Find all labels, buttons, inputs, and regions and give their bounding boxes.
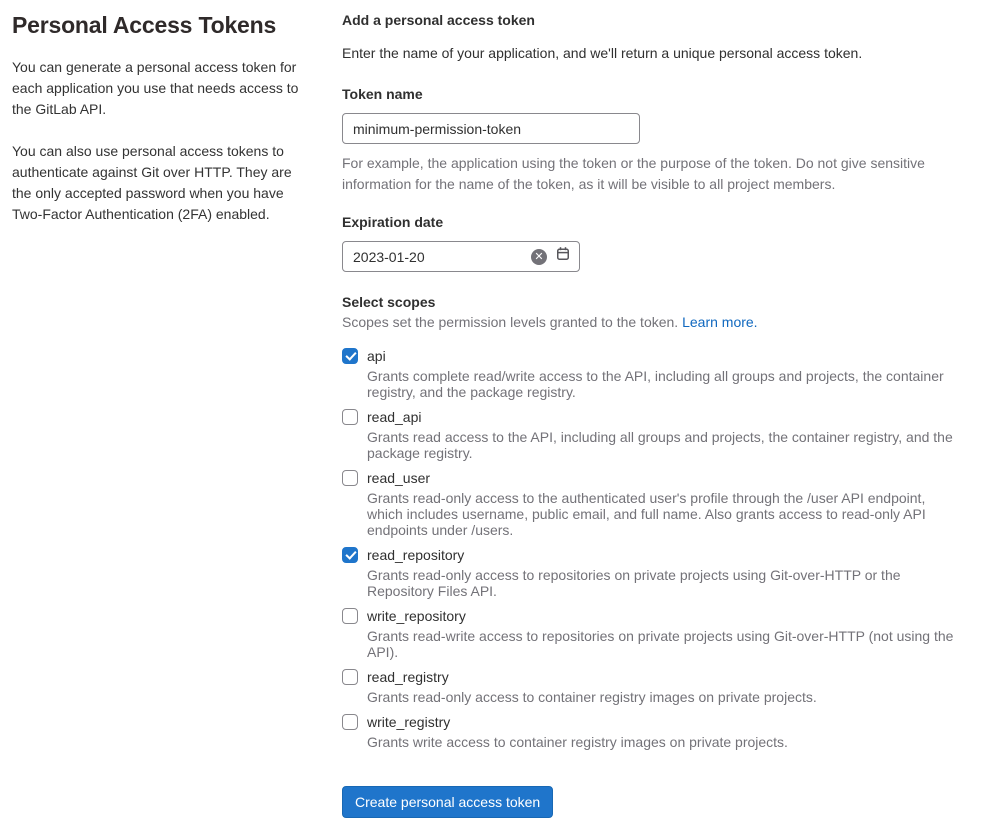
token-name-label: Token name xyxy=(342,86,423,102)
page-title: Personal Access Tokens xyxy=(12,12,277,38)
scope-label[interactable]: write_repository xyxy=(367,608,466,624)
scope-item-read-user xyxy=(342,470,964,538)
scope-checkbox-read-user[interactable] xyxy=(342,470,358,486)
scope-checkbox-read-api[interactable] xyxy=(342,409,358,425)
expiration-date-input[interactable] xyxy=(343,242,531,271)
create-token-button[interactable]: Create personal access token xyxy=(342,786,553,818)
scope-item-read-registry xyxy=(342,669,964,705)
scope-label[interactable]: read_api xyxy=(367,409,422,425)
scope-item-read-api xyxy=(342,409,964,461)
token-name-input[interactable] xyxy=(342,113,640,144)
expiration-date-label: Expiration date xyxy=(342,214,444,230)
expiration-date-field[interactable] xyxy=(342,241,580,272)
scope-description: Grants read-write access to repositories on private projects using Git-over-HTTP (not using the API). xyxy=(367,628,954,660)
description-paragraph-1: You can generate a personal access token for each application you use that needs access to the GitLab API. xyxy=(12,59,299,117)
scope-label[interactable]: read_repository xyxy=(367,547,465,563)
description-paragraph-2: You can also use personal access tokens to authenticate against Git over HTTP. They are the only accepted password when you have Two-Factor Authentication (2FA) enabled. xyxy=(12,143,292,222)
scope-description: Grants read-only access to repositories on private projects using Git-over-HTTP or the Repository Files API. xyxy=(367,567,901,599)
page-description-panel xyxy=(12,12,314,818)
scope-checkbox-read-registry[interactable] xyxy=(342,669,358,685)
scope-description: Grants read-only access to the authenticated user's profile through the /user API endpoint, which includes username, public email, and full name. Also grants access to read-only API endpoints under /users. xyxy=(367,490,926,538)
learn-more-link[interactable]: Learn more. xyxy=(682,314,758,330)
scope-label[interactable]: api xyxy=(367,348,386,364)
scope-item-write-repository xyxy=(342,608,964,660)
scope-description: Grants write access to container registry images on private projects. xyxy=(367,734,788,750)
scope-description: Grants read access to the API, including all groups and projects, the container registry, and the package registry. xyxy=(367,429,953,461)
calendar-icon[interactable] xyxy=(555,246,571,267)
scope-label[interactable]: read_registry xyxy=(367,669,449,685)
scope-item-write-registry xyxy=(342,714,964,750)
scope-checkbox-api[interactable] xyxy=(342,348,358,364)
scope-label[interactable]: read_user xyxy=(367,470,431,486)
scope-description: Grants complete read/write access to the API, including all groups and projects, the container registry, and the package registry. xyxy=(367,368,944,400)
scope-checkbox-write-registry[interactable] xyxy=(342,714,358,730)
scope-item-api xyxy=(342,348,964,400)
scope-checkbox-write-repository[interactable] xyxy=(342,608,358,624)
scope-checkbox-read-repository[interactable] xyxy=(342,547,358,563)
scopes-help xyxy=(342,314,964,330)
scope-description: Grants read-only access to container registry images on private projects. xyxy=(367,689,817,705)
scope-label[interactable]: write_registry xyxy=(367,714,451,730)
scopes-list xyxy=(342,348,964,750)
scope-item-read-repository xyxy=(342,547,964,599)
clear-date-icon[interactable]: ✕ xyxy=(531,249,547,265)
select-scopes-label: Select scopes xyxy=(342,294,436,310)
scopes-help-text: Scopes set the permission levels granted to the token. xyxy=(342,314,679,330)
token-name-help: For example, the application using the token or the purpose of the token. Do not give sensitive information for the name of the token, as it will be visible to all project members. xyxy=(342,155,925,192)
add-token-form xyxy=(342,12,964,818)
form-heading: Add a personal access token xyxy=(342,12,535,28)
form-intro: Enter the name of your application, and we'll return a unique personal access token. xyxy=(342,45,863,61)
